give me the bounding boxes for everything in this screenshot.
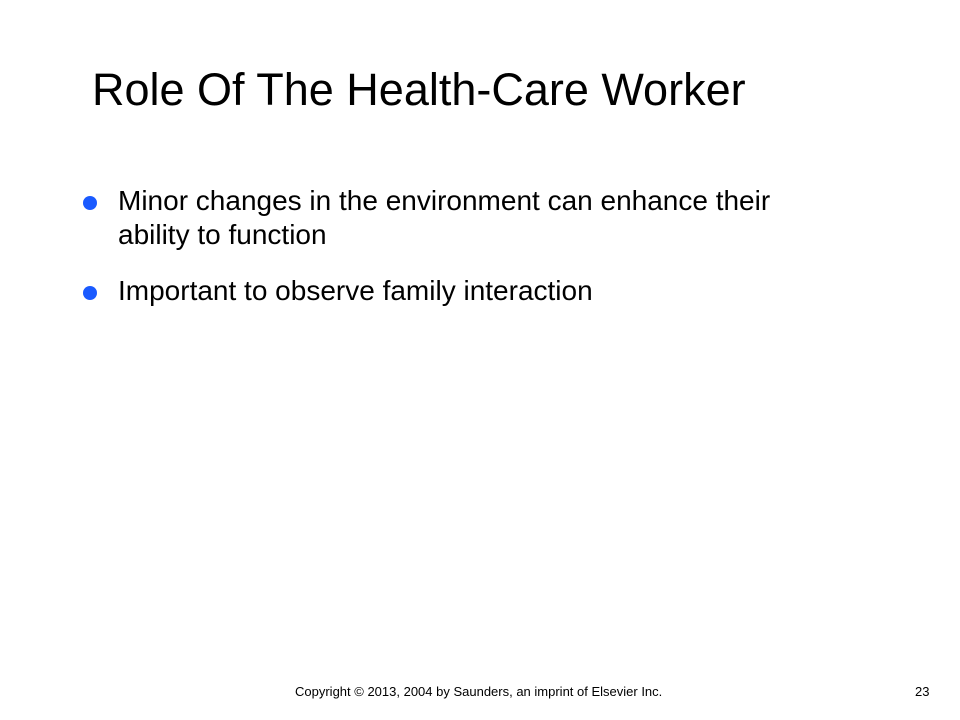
- bullet-dot-icon: [83, 196, 97, 210]
- bullet-text: Important to observe family interaction: [118, 275, 593, 306]
- bullet-text: Minor changes in the environment can enhance their ability to function: [118, 185, 771, 250]
- bullet-list: [83, 184, 783, 330]
- bullet-dot-icon: [83, 286, 97, 300]
- page-number: 23: [915, 684, 930, 699]
- slide-title: Role Of The Health-Care Worker: [92, 64, 746, 115]
- bullet-item: [83, 274, 783, 308]
- copyright-footer: Copyright © 2013, 2004 by Saunders, an imprint of Elsevier Inc.: [295, 684, 663, 699]
- bullet-item: [83, 184, 783, 252]
